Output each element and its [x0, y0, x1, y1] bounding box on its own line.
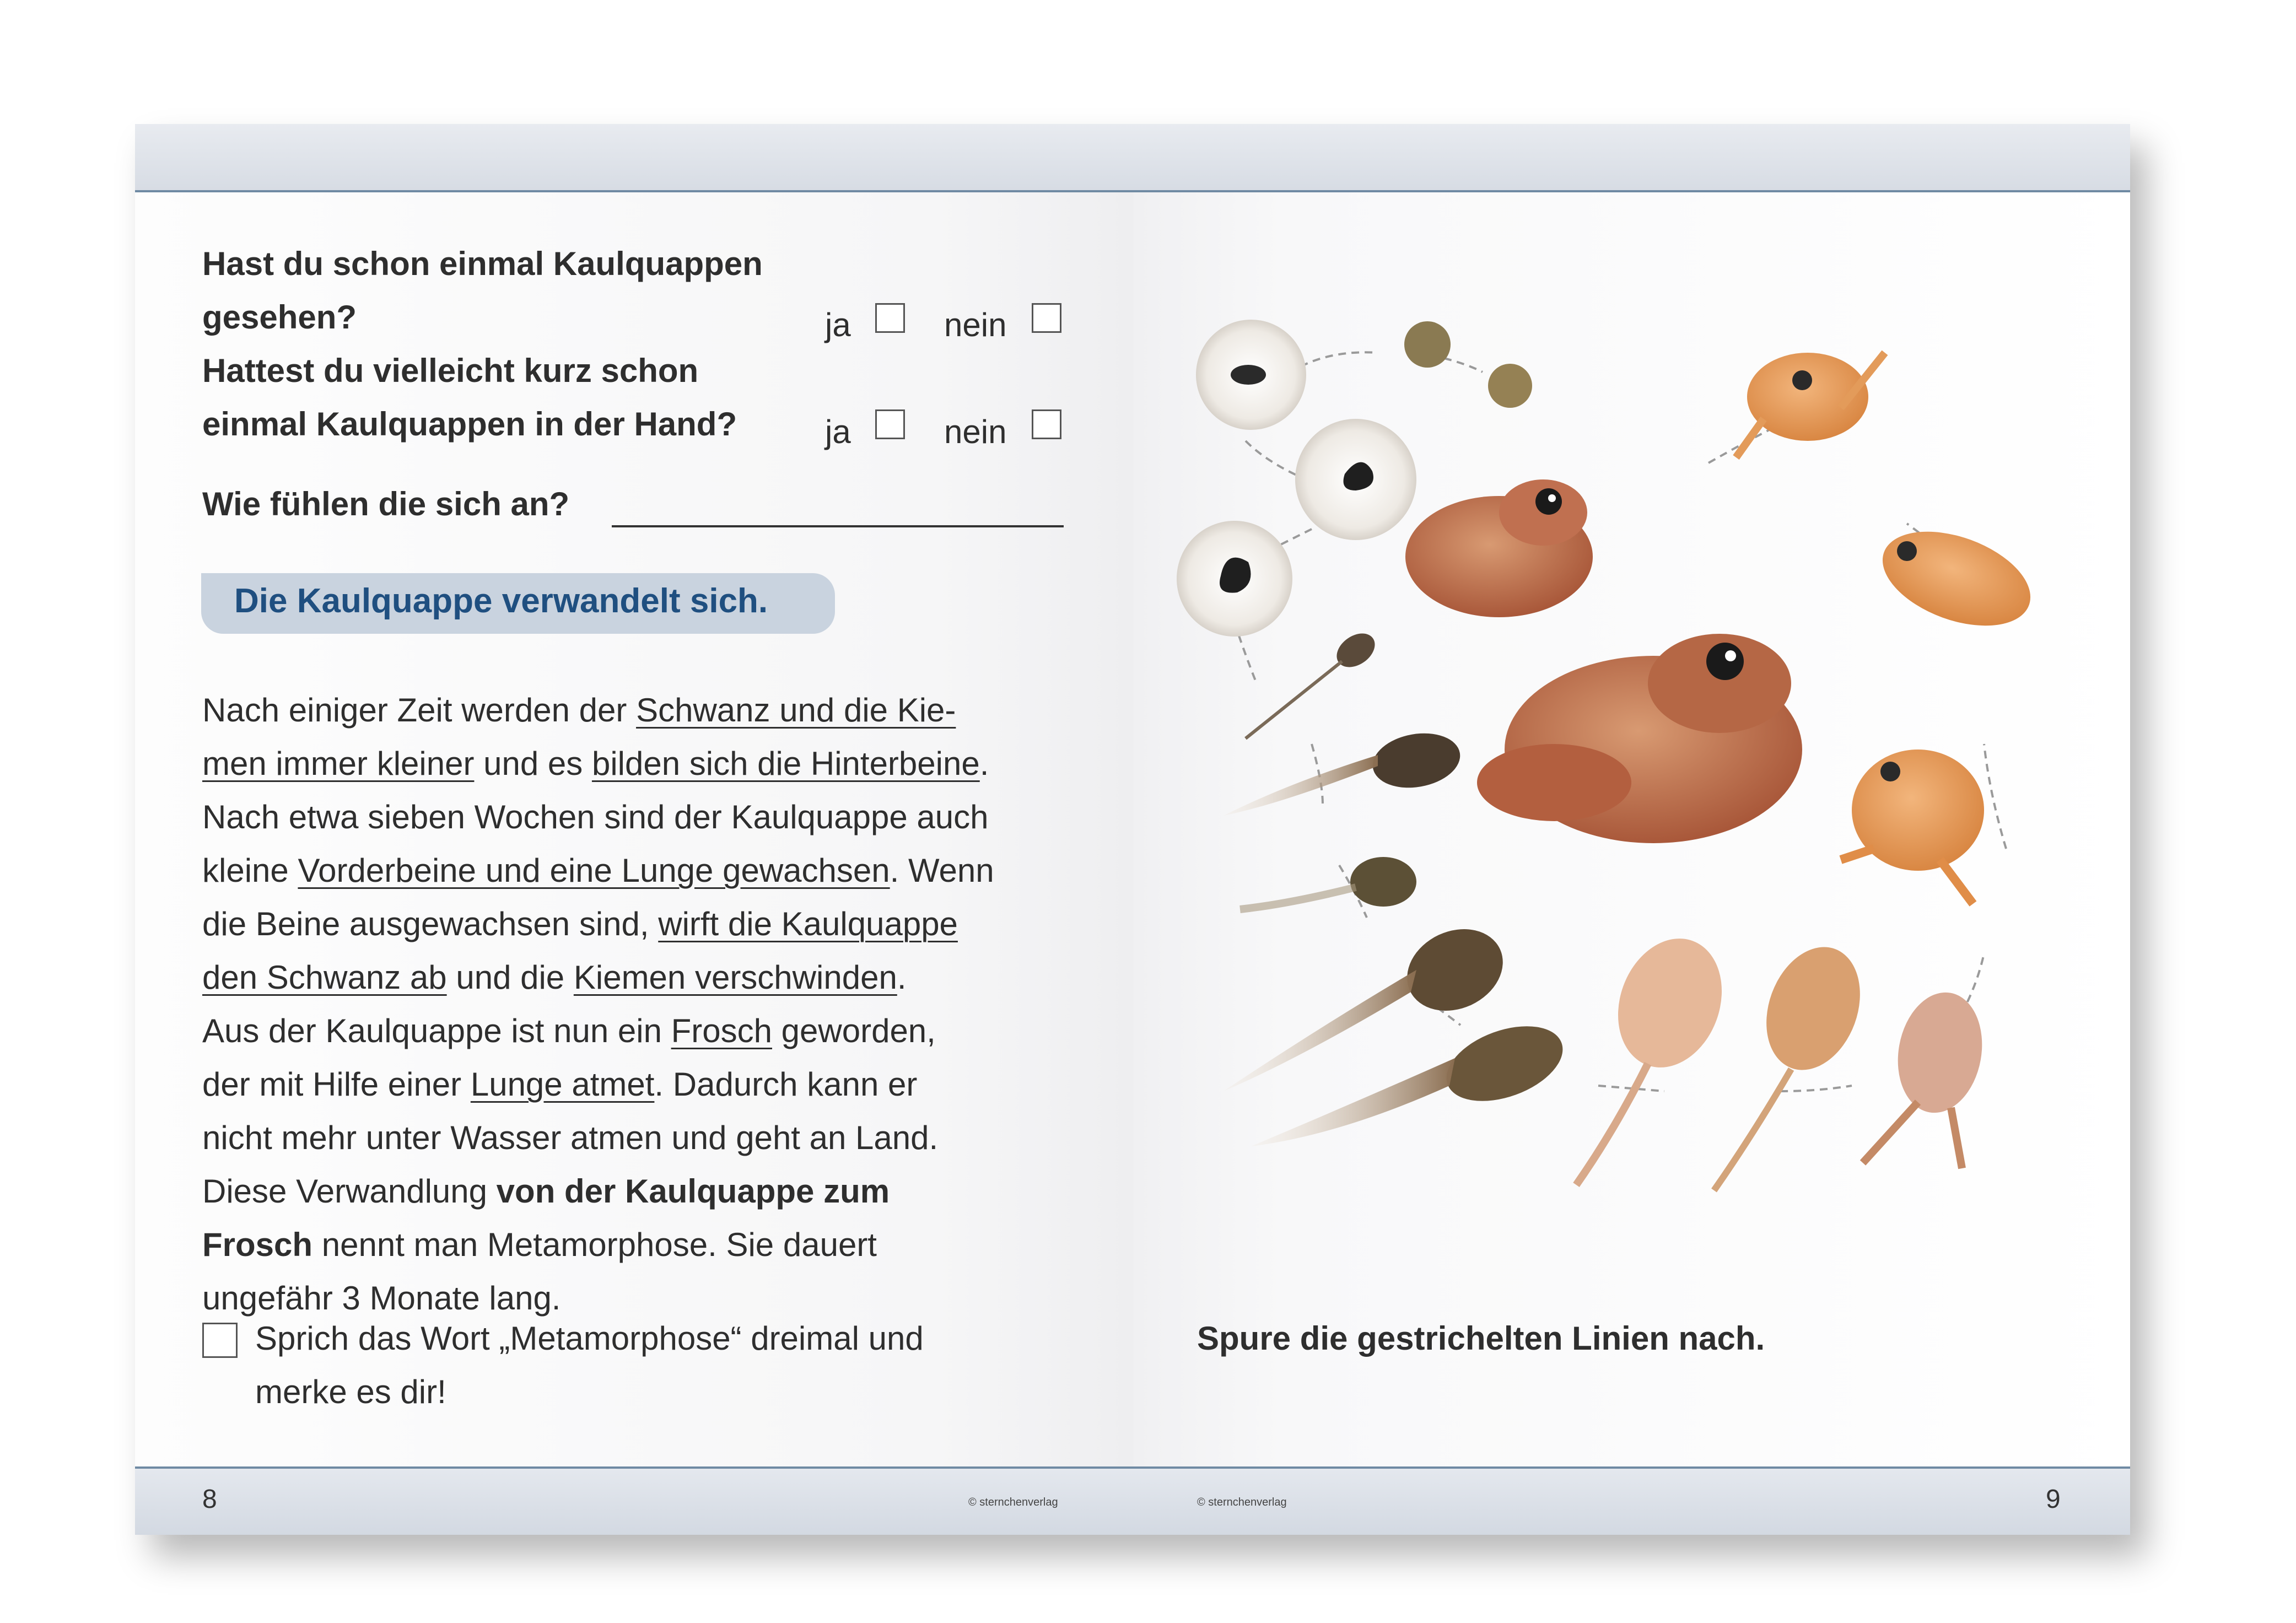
- text-segment: und die: [446, 959, 574, 996]
- tadpole-icon: [1224, 727, 1464, 816]
- underlined-phrase: Lunge atmet: [470, 1066, 655, 1103]
- paragraph-line: [202, 790, 989, 844]
- text-segment: Nach etwa sieben Wochen sind der Kaulquappe auch: [202, 799, 989, 835]
- text-segment: nennt man Metamorphose. Sie dauert: [312, 1226, 877, 1263]
- top-band: [135, 124, 1134, 192]
- egg-icon: [1404, 321, 1451, 368]
- paragraph-line: [202, 844, 994, 897]
- underlined-phrase: Vorderbeine und eine Lunge gewachsen: [298, 852, 890, 889]
- text-segment: und es: [474, 745, 592, 782]
- paragraph-line: [202, 1058, 917, 1111]
- underlined-phrase: Kiemen verschwinden: [573, 959, 897, 996]
- text-segment: ungefähr 3 Monate lang.: [202, 1280, 561, 1317]
- frog-icon: [1405, 479, 1593, 617]
- underlined-phrase: bilden sich die Hinterbeine: [591, 745, 980, 782]
- text-segment: . Wenn: [890, 852, 994, 889]
- bold-phrase: Frosch: [202, 1226, 313, 1263]
- q1-yes-label: ja: [825, 306, 851, 343]
- copyright-left: © sternchenverlag: [968, 1496, 1058, 1508]
- text-segment: .: [897, 959, 907, 996]
- text-segment: Nach einiger Zeit werden der: [202, 692, 637, 729]
- paragraph-line: [202, 737, 989, 790]
- q2-yes-checkbox[interactable]: [875, 409, 905, 439]
- text-segment: . Dadurch kann er: [654, 1066, 918, 1103]
- q2-no-label: nein: [944, 413, 1007, 450]
- tadpole-with-legs-icon: [1714, 934, 1877, 1190]
- q2-yes-label: ja: [825, 413, 851, 450]
- adult-frog-icon: [1477, 634, 1802, 843]
- paragraph-line: [202, 1218, 877, 1271]
- text-segment: die Beine ausgewachsen sind,: [202, 905, 659, 942]
- task-line-1: Sprich das Wort „Metamorphose“ dreimal und: [255, 1320, 924, 1357]
- paragraph-line: [202, 683, 956, 737]
- task-checkbox[interactable]: [202, 1323, 238, 1358]
- top-band: [1134, 124, 2130, 192]
- text-segment: Diese Verwandlung: [202, 1173, 497, 1210]
- paragraph-line: [202, 1164, 890, 1218]
- egg-icon: [1488, 364, 1532, 408]
- paragraph-line: [202, 951, 906, 1004]
- text-segment: der mit Hilfe einer: [202, 1066, 471, 1103]
- answer-line[interactable]: [612, 525, 1064, 527]
- paragraph-line: [202, 897, 958, 951]
- text-segment: nicht mehr unter Wasser atmen und geht an Land.: [202, 1119, 939, 1156]
- question-2-line-2: einmal Kaulquappen in der Hand?: [202, 406, 737, 443]
- text-segment: kleine: [202, 852, 298, 889]
- paragraph-line: [202, 1111, 938, 1164]
- frog-life-cycle-illustration: [1157, 276, 2094, 1257]
- text-segment: .: [979, 745, 989, 782]
- text-segment: geworden,: [772, 1012, 936, 1049]
- tadpole-icon: [1246, 627, 1381, 738]
- page-number-right: 9: [2046, 1485, 2061, 1514]
- paragraph-line: [202, 1004, 936, 1058]
- q1-no-checkbox[interactable]: [1032, 303, 1061, 333]
- q1-yes-checkbox[interactable]: [875, 303, 905, 333]
- underlined-phrase: Schwanz und die Kie-: [636, 692, 956, 729]
- q1-no-label: nein: [944, 306, 1007, 343]
- underlined-phrase: men immer kleiner: [202, 745, 475, 782]
- underlined-phrase: den Schwanz ab: [202, 959, 447, 996]
- bold-phrase: von der Kaulquappe zum: [496, 1173, 890, 1210]
- froglet-icon: [1870, 514, 2043, 644]
- froglet-icon: [1736, 353, 1885, 457]
- page-number-left: 8: [202, 1485, 217, 1514]
- question-2-line-1: Hattest du vielleicht kurz schon: [202, 352, 699, 389]
- question-1-line-2: gesehen?: [202, 299, 357, 336]
- froglet-icon: [1841, 750, 1984, 904]
- froglet-icon: [1863, 986, 1991, 1168]
- tadpole-with-legs-icon: [1576, 924, 1739, 1185]
- section-title: Die Kaulquappe verwandelt sich.: [234, 582, 768, 620]
- left-page: [135, 124, 1134, 1535]
- tadpole-icon: [1251, 1012, 1573, 1146]
- underlined-phrase: Frosch: [671, 1012, 772, 1049]
- task-line-2: merke es dir!: [255, 1373, 446, 1410]
- question-1-line-1: Hast du schon einmal Kaulquappen: [202, 245, 763, 282]
- q2-no-checkbox[interactable]: [1032, 409, 1061, 439]
- question-3: Wie fühlen die sich an?: [202, 486, 570, 522]
- underlined-phrase: wirft die Kaulquappe: [658, 905, 958, 942]
- tracing-instruction: Spure die gestrichelten Linien nach.: [1197, 1320, 1765, 1357]
- copyright-right: © sternchenverlag: [1197, 1496, 1287, 1508]
- open-workbook: [135, 124, 2130, 1535]
- tadpole-icon: [1240, 857, 1416, 909]
- text-segment: Aus der Kaulquappe ist nun ein: [202, 1012, 671, 1049]
